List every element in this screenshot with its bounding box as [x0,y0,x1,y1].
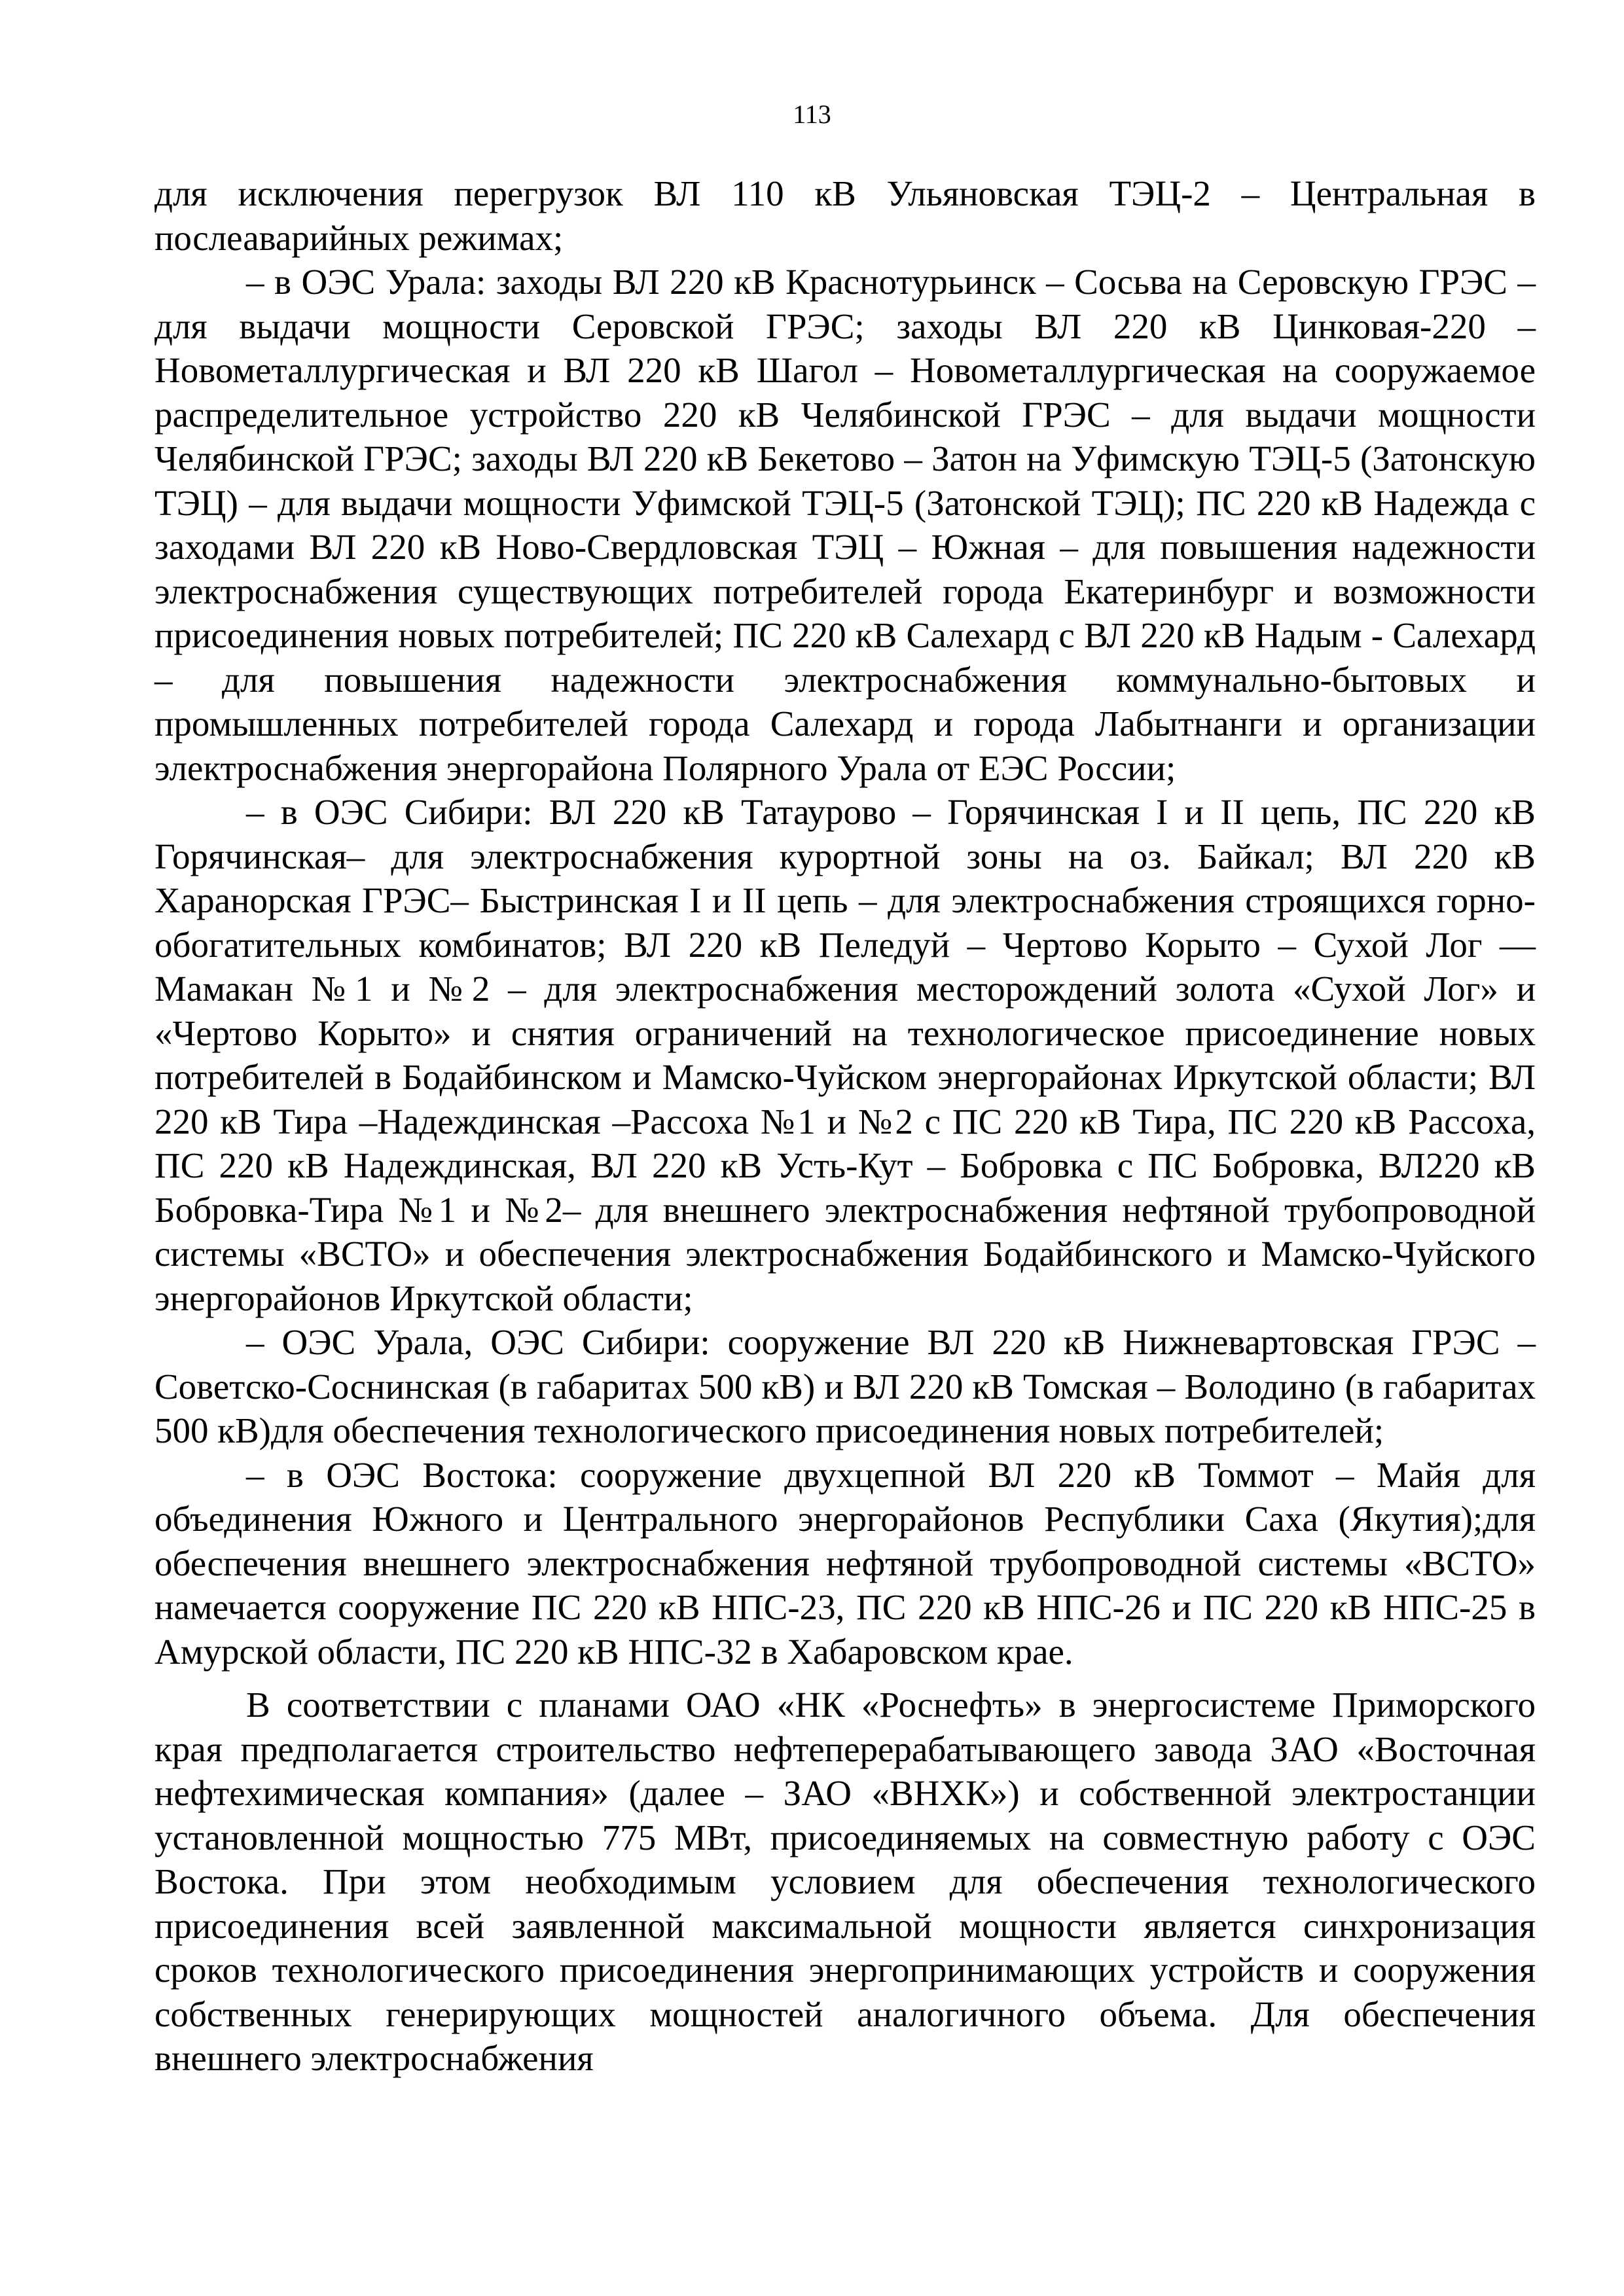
paragraph-continuation: для исключения перегрузок ВЛ 110 кВ Ульяновская ТЭЦ-2 – Центральная в послеаварийных режимах; [154,173,1536,258]
paragraph-rosneft: В соответствии с планами ОАО «НК «Роснефть» в энергосистеме Приморского края предполагается строительство нефтеперерабатывающего завода ЗАО «Восточная нефтехимическая компания» (далее – ЗАО «ВНХК») и собственной электростанции установленной мощностью 775 МВт, присоединяемых на совместную работу с ОЭС Востока. При этом необходимым условием для обеспечения технологического присоединения всей заявленной максимальной мощности является синхронизация сроков технологического присоединения энергопринимающих устройств и сооружения собственных генерирующих мощностей аналогичного объема. Для обеспечения внешнего электроснабжения [154,1685,1536,2078]
list-item-oes-urala: – в ОЭС Урала: заходы ВЛ 220 кВ Краснотурьинск – Сосьва на Серовскую ГРЭС – для выдачи мощности Серовской ГРЭС; заходы ВЛ 220 кВ Цинковая-220 – Новометаллургическая и ВЛ 220 кВ Шагол – Новометаллургическая на сооружаемое распределительное устройство 220 кВ Челябинской ГРЭС – для выдачи мощности Челябинской ГРЭС; заходы ВЛ 220 кВ Бекетово – Затон на Уфимскую ТЭЦ-5 (Затонскую ТЭЦ) – для выдачи мощности Уфимской ТЭЦ-5 (Затонской ТЭЦ); ПС 220 кВ Надежда с заходами ВЛ 220 кВ Ново-Свердловская ТЭЦ – Южная – для повышения надежности электроснабжения существующих потребителей города Екатеринбург и возможности присоединения новых потребителей; ПС 220 кВ Салехард с ВЛ 220 кВ Надым - Салехард – для повышения надежности электроснабжения коммунально-бытовых и промышленных потребителей города Салехард и города Лабытнанги и организации электроснабжения энергорайона Полярного Урала от ЕЭС России; [154,262,1536,788]
page-number: 113 [793,99,831,129]
list-item-oes-vostoka: – в ОЭС Востока: сооружение двухцепной ВЛ 220 кВ Томмот – Майя для объединения Южного и Центрального энергорайонов Республики Саха (Якутия);для обеспечения внешнего электроснабжения нефтяной трубопроводной системы «ВСТО» намечается сооружение ПС 220 кВ НПС-23, ПС 220 кВ НПС-26 и ПС 220 кВ НПС-25 в Амурской области, ПС 220 кВ НПС-32 в Хабаровском крае. [154,1454,1536,1672]
document-body [154,171,1536,2081]
list-item-oes-urala-sibiri: – ОЭС Урала, ОЭС Сибири: сооружение ВЛ 220 кВ Нижневартовская ГРЭС – Советско-Соснинская (в габаритах 500 кВ) и ВЛ 220 кВ Томская – Володино (в габаритах 500 кВ)для обеспечения технологического присоединения новых потребителей; [154,1322,1536,1450]
list-item-oes-sibiri: – в ОЭС Сибири: ВЛ 220 кВ Татаурово – Горячинская I и II цепь, ПС 220 кВ Горячинская– для электроснабжения курортной зоны на оз. Байкал; ВЛ 220 кВ Харанорская ГРЭС– Быстринская I и II цепь – для электроснабжения строящихся горно-обогатительных комбинатов; ВЛ 220 кВ Пеледуй – Чертово Корыто – Сухой Лог — Мамакан №1 и №2 – для электроснабжения месторождений золота «Сухой Лог» и «Чертово Корыто» и снятия ограничений на технологическое присоединение новых потребителей в Бодайбинском и Мамско-Чуйском энергорайонах Иркутской области; ВЛ 220 кВ Тира –Надеждинская –Рассоха №1 и №2 с ПС 220 кВ Тира, ПС 220 кВ Рассоха, ПС 220 кВ Надеждинская, ВЛ 220 кВ Усть-Кут – Бобровка с ПС Бобровка, ВЛ220 кВ Бобровка-Тира №1 и №2– для внешнего электроснабжения нефтяной трубопроводной системы «ВСТО» и обеспечения электроснабжения Бодайбинского и Мамско-Чуйского энергорайонов Иркутской области; [154,792,1536,1318]
